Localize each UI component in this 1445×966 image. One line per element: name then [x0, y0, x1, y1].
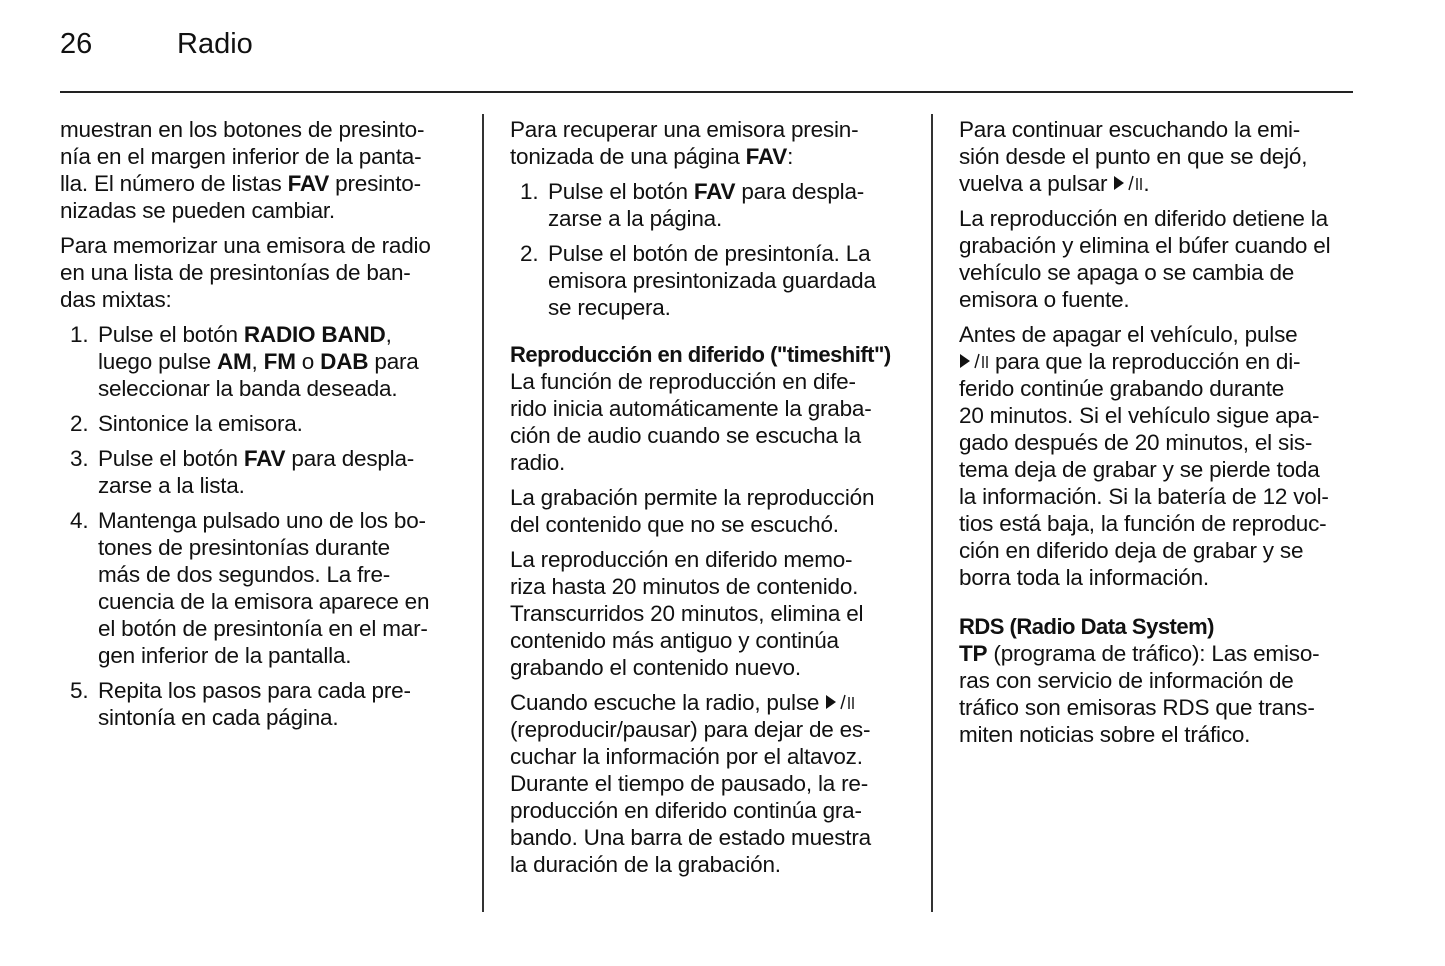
list-item — [60, 677, 470, 731]
text-line: Cuando escuche la radio, pulse — [510, 689, 920, 716]
text-line: nía en el margen inferior de la panta- — [60, 144, 422, 169]
list-number: 5. — [70, 678, 89, 703]
section-heading-timeshift: Reproducción en diferido ("timeshift") — [510, 342, 891, 367]
text-line: la duración de la grabación. — [510, 852, 781, 877]
text-line: seleccionar la banda deseada. — [98, 376, 398, 401]
text-line: contenido más antiguo y continúa — [510, 628, 839, 653]
paragraph — [510, 689, 920, 878]
text-line: Pulse el botón de presintonía. La — [548, 241, 871, 266]
text-line: tema deja de grabar y se pierde toda — [959, 457, 1320, 482]
text-line: sión desde el punto en que se dejó, — [959, 144, 1308, 169]
fav-label: FAV — [693, 179, 736, 204]
text-line: en una lista de presintonías de ban- — [60, 260, 411, 285]
list-number: 1. — [70, 322, 89, 347]
text-line: miten noticias sobre el tráfico. — [959, 722, 1251, 747]
text-line: La grabación permite la reproducción — [510, 485, 875, 510]
list-number: 2. — [70, 411, 89, 436]
text-line: Pulse el botón RADIO BAND, — [98, 322, 392, 347]
text-line: riza hasta 20 minutos de contenido. — [510, 574, 859, 599]
text-line: vehículo se apaga o se cambia de — [959, 260, 1295, 285]
column-3 — [959, 116, 1359, 756]
text-line: gado después de 20 minutos, el sis- — [959, 430, 1313, 455]
paragraph — [510, 546, 920, 681]
text-line: Para continuar escuchando la emi- — [959, 117, 1301, 142]
steps-list — [510, 178, 920, 321]
text-line: cuencia de la emisora aparece en — [98, 589, 430, 614]
text-line: más de dos segundos. La fre- — [98, 562, 391, 587]
text-line: (reproducir/pausar) para dejar de es- — [510, 717, 871, 742]
steps-list — [60, 321, 470, 731]
text-line: sintonía en cada página. — [98, 705, 339, 730]
text-line: TP (programa de tráfico): Las emiso- — [959, 641, 1320, 666]
text-line: Pulse el botón FAV para despla- — [548, 179, 865, 204]
tp-label: TP — [959, 641, 988, 666]
text-line: ras con servicio de información de — [959, 668, 1294, 693]
play-pause-icon — [825, 689, 855, 716]
list-number: 4. — [70, 508, 89, 533]
text-line: para que la reproducción en di- — [959, 348, 1359, 375]
paragraph — [959, 640, 1359, 748]
text-line: das mixtas: — [60, 287, 172, 312]
list-item — [60, 507, 470, 669]
column-2 — [510, 116, 920, 886]
text-line: la información. Si la batería de 12 vol- — [959, 484, 1329, 509]
play-pause-icon — [1113, 170, 1143, 197]
list-item — [510, 240, 920, 321]
text-line: Repita los pasos para cada pre- — [98, 678, 411, 703]
fav-label: FAV — [287, 171, 330, 196]
list-number: 3. — [70, 446, 89, 471]
text-line: el botón de presintonía en el mar- — [98, 616, 428, 641]
text-line: Sintonice la emisora. — [98, 411, 303, 436]
text-line: producción en diferido continúa gra- — [510, 798, 862, 823]
list-number: 2. — [520, 241, 539, 266]
list-item — [60, 410, 470, 437]
text-line: ción en diferido deja de grabar y se — [959, 538, 1304, 563]
text-line: del contenido que no se escuchó. — [510, 512, 839, 537]
paragraph — [510, 368, 920, 476]
text-line: grabación y elimina el búfer cuando el — [959, 233, 1331, 258]
list-number: 1. — [520, 179, 539, 204]
text-line: Mantenga pulsado uno de los bo- — [98, 508, 426, 533]
text-line: rido inicia automáticamente la graba- — [510, 396, 872, 421]
text-line: bando. Una barra de estado muestra — [510, 825, 871, 850]
list-item — [510, 178, 920, 232]
radio-band-label: RADIO BAND — [243, 322, 386, 347]
text-line: Para memorizar una emisora de radio — [60, 233, 431, 258]
column-divider-2 — [931, 114, 933, 912]
text-line: tráfico son emisoras RDS que trans- — [959, 695, 1315, 720]
paragraph — [510, 484, 920, 538]
text-line: zarse a la lista. — [98, 473, 245, 498]
text-line: Antes de apagar el vehículo, pulse — [959, 322, 1298, 347]
text-line: zarse a la página. — [548, 206, 723, 231]
text-line: La reproducción en diferido detiene la — [959, 206, 1328, 231]
text-line: nizadas se pueden cambiar. — [60, 198, 335, 223]
header-rule — [60, 91, 1353, 93]
paragraph — [510, 116, 920, 170]
paragraph — [959, 116, 1359, 197]
text-line: cuchar la información por el altavoz. — [510, 744, 863, 769]
text-line: ción de audio cuando se escucha la — [510, 423, 861, 448]
text-line: La reproducción en diferido memo- — [510, 547, 853, 572]
text-line: 20 minutos. Si el vehículo sigue apa- — [959, 403, 1320, 428]
play-pause-icon — [959, 348, 989, 375]
text-line: Transcurridos 20 minutos, elimina el — [510, 601, 864, 626]
paragraph — [959, 205, 1359, 313]
text-line: vuelva a pulsar . — [959, 171, 1150, 196]
text-line: lla. El número de listas FAV presinto- — [60, 171, 421, 196]
text-line: gen inferior de la pantalla. — [98, 643, 352, 668]
dab-label: DAB — [320, 349, 369, 374]
text-line: tios está baja, la función de reproduc- — [959, 511, 1327, 536]
text-line: emisora o fuente. — [959, 287, 1130, 312]
text-line: emisora presintonizada guardada — [548, 268, 876, 293]
paragraph — [959, 321, 1359, 591]
text-line: Durante el tiempo de pausado, la re- — [510, 771, 869, 796]
text-line: se recupera. — [548, 295, 671, 320]
text-line: Pulse el botón FAV para despla- — [98, 446, 415, 471]
text-line: radio. — [510, 450, 566, 475]
chapter-title: Radio — [177, 28, 253, 60]
text-line: grabando el contenido nuevo. — [510, 655, 801, 680]
text-line: muestran en los botones de presinto- — [60, 117, 425, 142]
list-item — [60, 321, 470, 402]
text-line: luego pulse AM, FM o DAB para — [98, 349, 419, 374]
text-line: Para recuperar una emisora presin- — [510, 117, 859, 142]
paragraph — [60, 116, 470, 224]
column-1 — [60, 116, 470, 739]
text-line: tones de presintonías durante — [98, 535, 390, 560]
text-line: tonizada de una página FAV: — [510, 144, 794, 169]
list-item — [60, 445, 470, 499]
text-line: La función de reproducción en dife- — [510, 369, 856, 394]
text-line: borra toda la información. — [959, 565, 1209, 590]
section-heading-rds: RDS (Radio Data System) — [959, 614, 1215, 639]
fm-label: FM — [263, 349, 296, 374]
fav-label: FAV — [745, 144, 788, 169]
fav-label: FAV — [243, 446, 286, 471]
page-number: 26 — [60, 28, 93, 60]
am-label: AM — [216, 349, 252, 374]
paragraph — [60, 232, 470, 313]
column-divider-1 — [482, 114, 484, 912]
text-line: ferido continúe grabando durante — [959, 376, 1285, 401]
